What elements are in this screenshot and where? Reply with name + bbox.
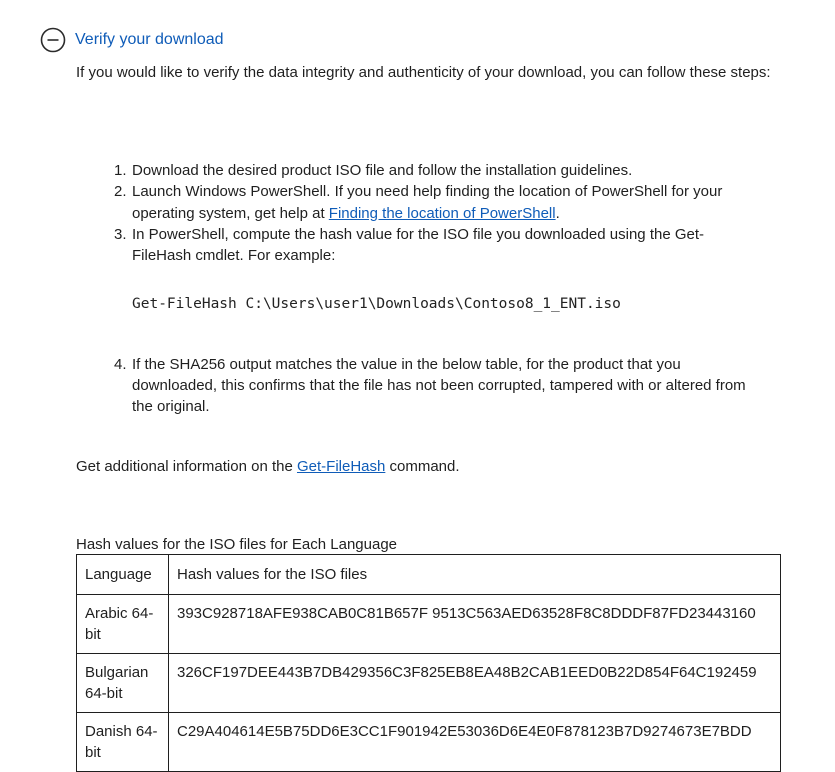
step-text [132, 181, 754, 224]
column-header-language: Language [77, 555, 169, 595]
table-header-row [77, 555, 781, 595]
minus-circle-icon[interactable] [40, 27, 66, 53]
step-item [114, 160, 754, 181]
more-info-text [76, 457, 460, 477]
step-number: 3. [114, 225, 127, 243]
table-row [77, 595, 781, 654]
hash-cell: 326CF197DEE443B7DB429356C3F825EB8EA48B2CAB1EED0B22D854F64C192459 [169, 654, 781, 713]
step-item [114, 224, 754, 354]
step-content [132, 224, 754, 354]
language-cell: Danish 64-bit [77, 713, 169, 772]
step-text: Download the desired product ISO file and follow the installation guidelines. [132, 162, 633, 179]
get-filehash-link[interactable]: Get-FileHash [296, 458, 386, 475]
step-text: In PowerShell, compute the hash value for the ISO file you downloaded using the Get-FileHash cmdlet. For example: [132, 225, 705, 265]
step-number: 2. [114, 183, 127, 201]
intro-text: If you would like to verify the data integrity and authenticity of your download, you can follow these steps: [76, 64, 771, 81]
step-item [114, 354, 754, 418]
code-example: Get-FileHash C:\Users\user1\Downloads\Contoso8_1_ENT.iso [132, 296, 621, 313]
more-info-before: Get additional information on the [76, 458, 297, 475]
language-cell: Bulgarian 64-bit [77, 654, 169, 713]
step-item [114, 181, 754, 224]
steps-list [114, 160, 754, 418]
step-text: If the SHA256 output matches the value in the below table, for the product that you downloaded, this confirms that the file has not been corrupted, tampered with or altered from the original. [132, 355, 746, 416]
table-caption: Hash values for the ISO files for Each Language [76, 536, 398, 553]
step-text-after: . [555, 204, 560, 222]
step-number: 1. [114, 162, 127, 179]
section-title[interactable]: Verify your download [75, 31, 224, 48]
hash-cell: C29A404614E5B75DD6E3CC1F901942E53036D6E4E0F878123B7D9274673E7BDD [169, 713, 781, 772]
more-info-after: command. [385, 458, 460, 475]
verify-download-header[interactable] [40, 27, 224, 53]
hash-cell: 393C928718AFE938CAB0C81B657F 9513C563AED63528F8C8DDDF87FD23443160 [169, 595, 781, 654]
step-text-before: Launch Windows PowerShell. If you need help finding the location of PowerShell for your operating system, get help at [132, 183, 723, 222]
hash-values-table [76, 554, 781, 772]
powershell-location-link[interactable]: Finding the location of PowerShell [328, 204, 556, 222]
language-cell: Arabic 64-bit [77, 595, 169, 654]
table-row [77, 654, 781, 713]
column-header-hash: Hash values for the ISO files [169, 555, 781, 595]
step-number: 4. [114, 355, 127, 373]
